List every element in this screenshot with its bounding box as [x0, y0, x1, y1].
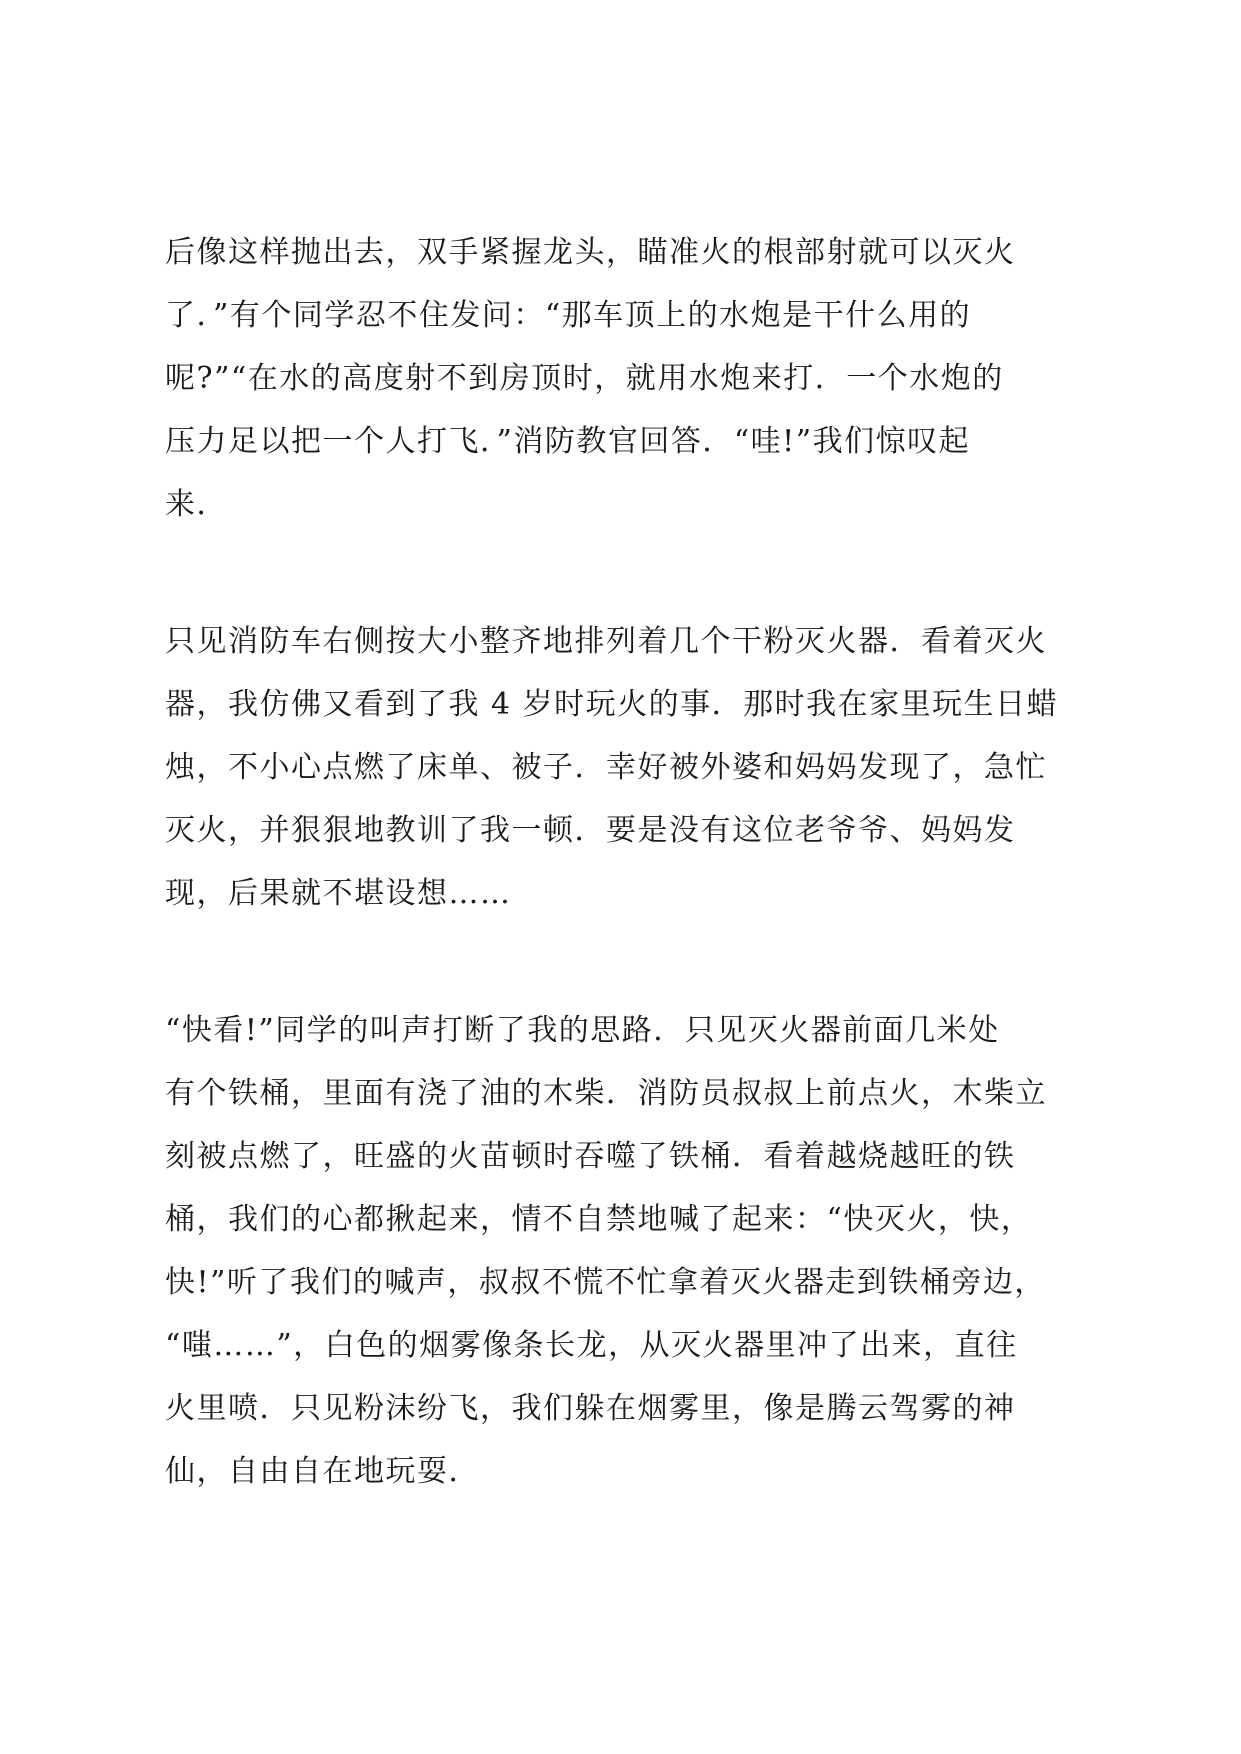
text-line: 了．”有个同学忍不住发问：“那车顶上的水炮是干什么用的	[165, 298, 972, 333]
text-line: 火里喷．只见粉沫纷飞，我们躲在烟雾里，像是腾云驾雾的神	[165, 1391, 1016, 1426]
text-line: 后像这样抛出去，双手紧握龙头，瞄准火的根部射就可以灭火	[165, 235, 1016, 270]
text-line: 来．	[165, 487, 228, 522]
text-line: 烛，不小心点燃了床单、被子．幸好被外婆和妈妈发现了，急忙	[165, 750, 1047, 785]
text-line: 压力足以把一个人打飞．”消防教官回答．“哇!”我们惊叹起	[165, 424, 971, 459]
text-line: 刻被点燃了，旺盛的火苗顿时吞噬了铁桶．看着越烧越旺的铁	[165, 1139, 1016, 1174]
text-line: 桶，我们的心都揪起来，情不自禁地喊了起来：“快灭火，快，	[165, 1202, 1033, 1237]
paragraph-2	[165, 610, 1095, 925]
text-line: 器，我仿佛又看到了我 4 岁时玩火的事．那时我在家里玩生日蜡	[165, 687, 1059, 722]
text-line: 灭火，并狠狠地教训了我一顿．要是没有这位老爷爷、妈妈发	[165, 813, 1016, 848]
text-line: “嗤……”，白色的烟雾像条长龙，从灭火器里冲了出来，直往	[165, 1328, 1018, 1363]
text-line: 只见消防车右侧按大小整齐地排列着几个干粉灭火器．看着灭火	[165, 624, 1047, 659]
paragraph-3	[165, 999, 1095, 1503]
text-line: 呢?”“在水的高度射不到房顶时，就用水炮来打．一个水炮的	[165, 361, 1004, 396]
paragraph-1	[165, 221, 1095, 536]
text-line: 有个铁桶，里面有浇了油的木柴．消防员叔叔上前点火，木柴立	[165, 1076, 1047, 1111]
text-line: 仙，自由自在地玩耍．	[165, 1454, 480, 1489]
text-line: 现，后果就不堪设想……	[165, 876, 512, 911]
text-line: 快!”听了我们的喊声，叔叔不慌不忙拿着灭火器走到铁桶旁边，	[165, 1265, 1046, 1300]
text-line: “快看!”同学的叫声打断了我的思路．只见灭火器前面几米处	[165, 1013, 1000, 1048]
